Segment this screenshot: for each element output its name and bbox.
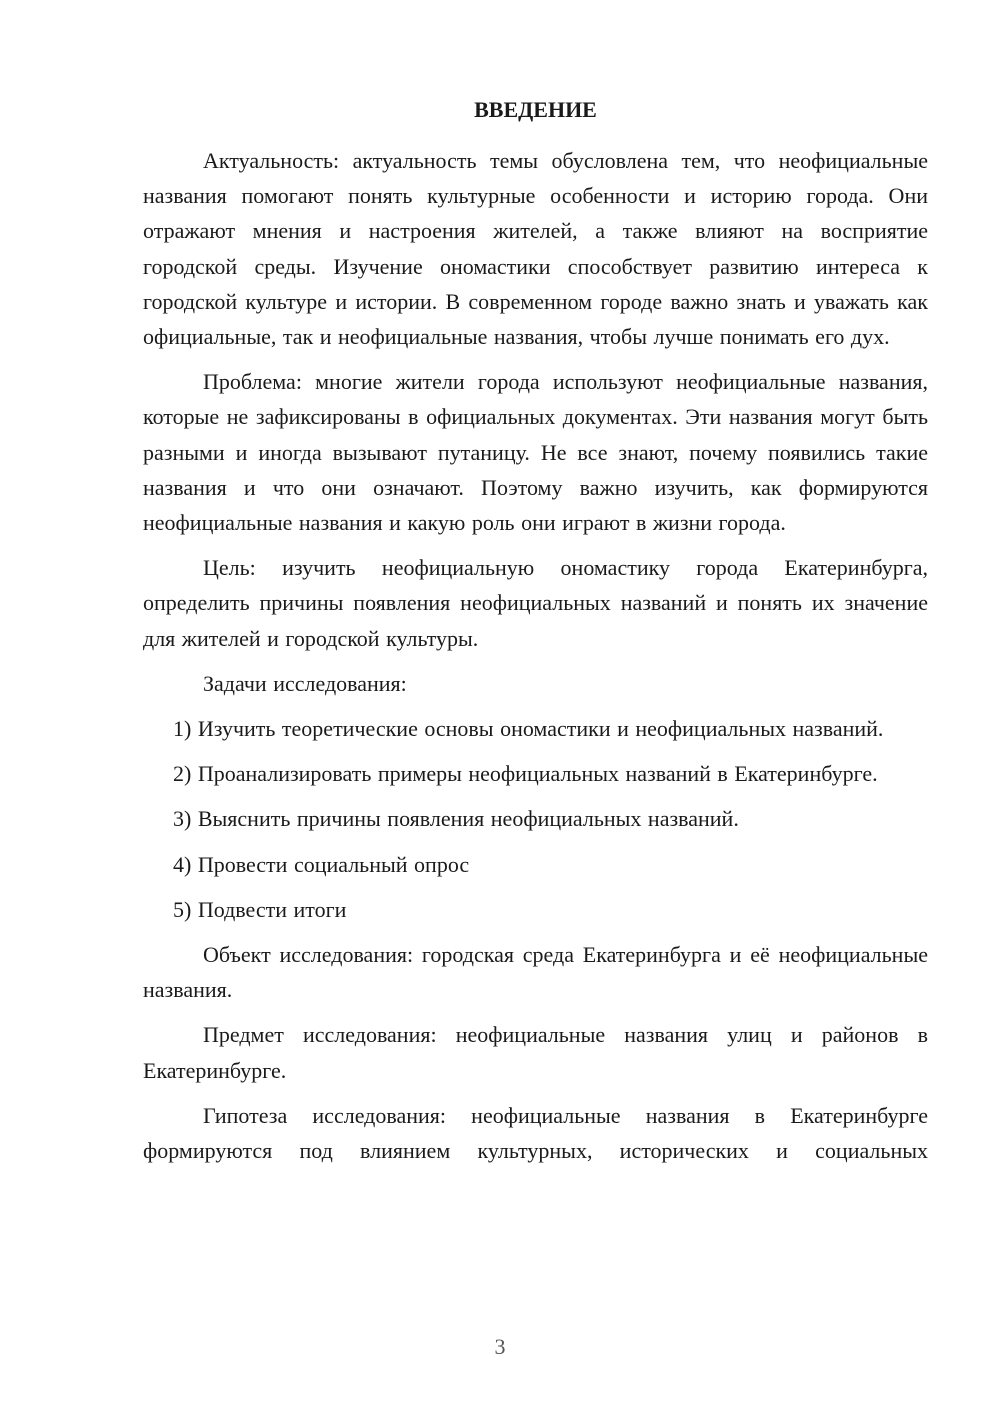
task-item-5: 5) Подвести итоги [173, 896, 347, 922]
tasks-heading: Задачи исследования: [203, 670, 407, 696]
paragraph-relevance: Актуальность: актуальность темы обусловлена тем, что неофициальные названия помогают понять культурные особенности и историю города. Они отражают мнения и настроения жителей, а также влияют на восприятие городской среды. Изучение ономастики способствует развитию интереса к городской культуре и истории. В современном городе важно знать и уважать как официальные, так и неофициальные названия, чтобы лучше понимать его дух. [143, 148, 928, 350]
task-item-2: 2) Проанализировать примеры неофициальных названий в Екатеринбурге. [173, 761, 878, 787]
paragraph-hypothesis: Гипотеза исследования: неофициальные названия в Екатеринбурге формируются под влиянием культурных, исторических и социальных [143, 1102, 928, 1164]
section-title: ВВЕДЕНИЕ [474, 97, 597, 122]
paragraph-subject: Предмет исследования: неофициальные названия улиц и районов в Екатеринбурге. [143, 1022, 928, 1083]
paragraph-goal: Цель: изучить неофициальную ономастику города Екатеринбурга, определить причины появления неофициальных названий и понять их значение для жителей и городской культуры. [143, 555, 928, 651]
task-item-3: 3) Выяснить причины появления неофициальных названий. [173, 806, 739, 832]
page-number: 3 [494, 1334, 506, 1359]
task-item-1: 1) Изучить теоретические основы ономастики и неофициальных названий. [173, 716, 884, 742]
paragraph-object: Объект исследования: городская среда Екатеринбурга и её неофициальные названия. [143, 942, 928, 1003]
paragraph-problem: Проблема: многие жители города используют неофициальные названия, которые не зафиксированы в официальных документах. Эти названия могут быть разными и иногда вызывают путаницу. Не все знают, почему появились такие названия и что они означают. Поэтому важно изучить, как формируются неофициальные названия и какую роль они играют в жизни города. [143, 369, 928, 536]
task-item-4: 4) Провести социальный опрос [173, 851, 470, 877]
document-page [143, 96, 928, 1178]
